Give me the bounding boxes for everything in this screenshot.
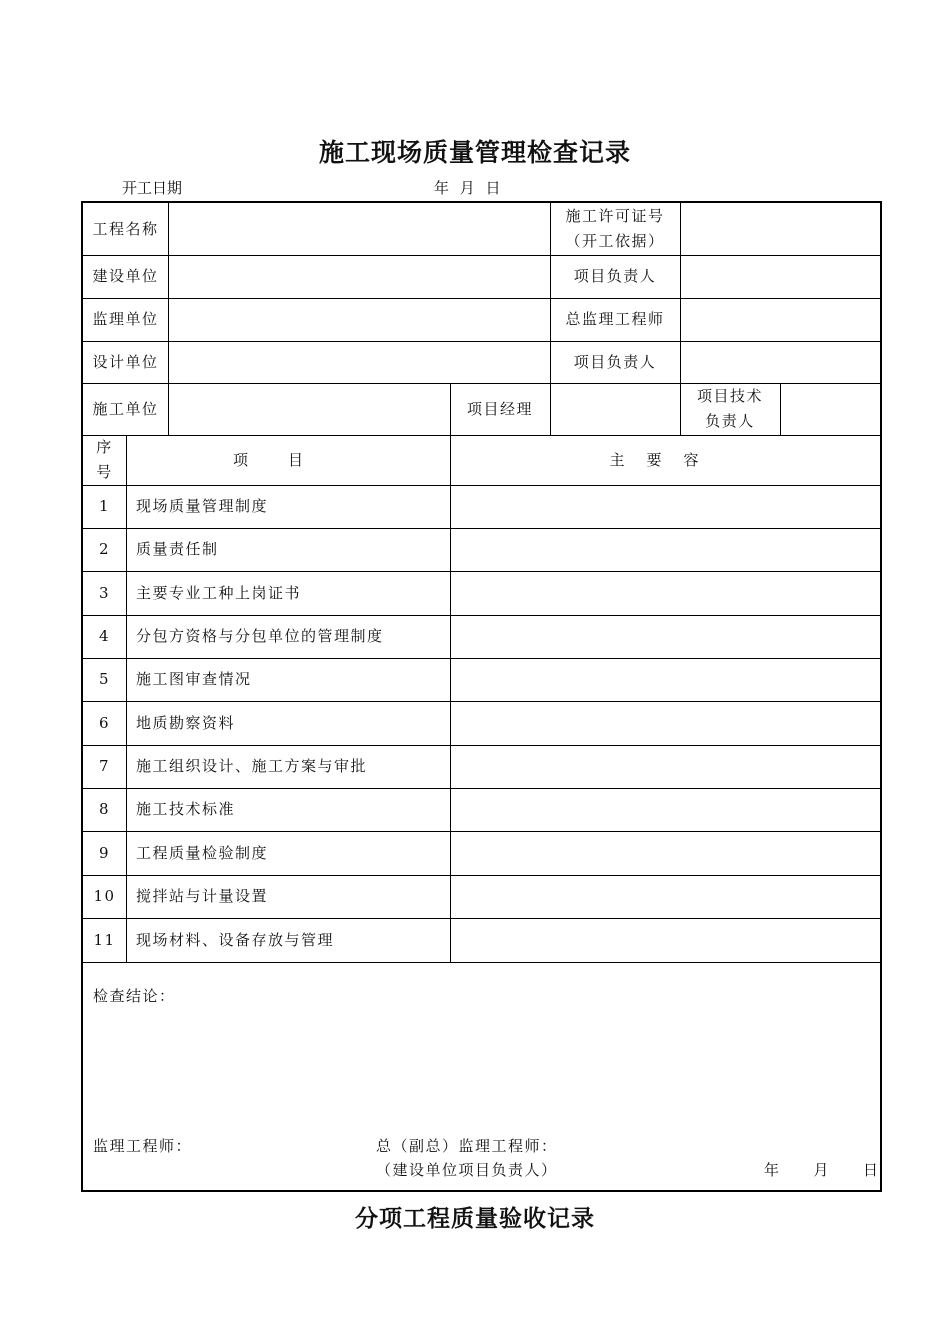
row-item: 施工图审查情况 — [136, 670, 252, 688]
row-no: 1 — [98, 497, 111, 515]
start-date-ymd: 年 月 日 — [434, 179, 504, 197]
chief-supervisor-label: 总监理工程师 — [565, 310, 665, 328]
next-section-title: 分项工程质量验收记录 — [355, 1205, 595, 1232]
row-no: 7 — [98, 757, 111, 775]
conclusion-date: 年 月 日 — [764, 1161, 880, 1179]
permit-label-line1: 施工许可证号 — [565, 207, 665, 225]
tech-lead-line1: 项目技术 — [696, 387, 763, 405]
owner-rep-label: （建设单位项目负责人） — [376, 1161, 558, 1179]
start-date-label: 开工日期 — [122, 179, 183, 197]
owner-manager-label: 项目负责人 — [573, 267, 657, 285]
permit-label-line2: （开工依据） — [565, 232, 665, 250]
chief-supervisor-signature-label: 总（副总）监理工程师： — [376, 1137, 558, 1155]
col-item-header: 项目 — [232, 450, 343, 469]
row-item: 主要专业工种上岗证书 — [136, 583, 302, 602]
design-manager-label: 项目负责人 — [573, 352, 657, 371]
row-no: 2 — [98, 540, 111, 558]
owner-unit-label: 建设单位 — [92, 267, 159, 285]
row-item: 分包方资格与分包单位的管理制度 — [136, 627, 384, 645]
supervision-unit-label: 监理单位 — [92, 310, 159, 328]
col-no-line2: 号 — [96, 463, 113, 481]
row-no: 10 — [93, 887, 116, 905]
row-no: 11 — [93, 930, 116, 949]
col-content-header: 主要容 — [609, 450, 721, 469]
tech-lead-label — [680, 383, 780, 435]
row-no: 6 — [98, 713, 111, 732]
permit-label — [550, 203, 680, 255]
col-no-header — [83, 435, 126, 485]
page-title: 施工现场质量管理检查记录 — [318, 138, 631, 167]
conclusion-label: 检查结论： — [93, 987, 176, 1005]
row-no: 5 — [98, 670, 111, 688]
row-item: 地质勘察资料 — [136, 713, 236, 732]
design-unit-label: 设计单位 — [92, 352, 159, 371]
row-no: 9 — [98, 843, 111, 862]
row-no: 3 — [98, 583, 111, 602]
tech-lead-line2: 负责人 — [705, 412, 755, 430]
inspection-form — [81, 201, 882, 1192]
row-no: 8 — [98, 800, 111, 818]
project-manager-label: 项目经理 — [466, 399, 533, 418]
construction-unit-label: 施工单位 — [92, 399, 159, 418]
row-item: 现场质量管理制度 — [136, 497, 269, 515]
supervisor-signature-label: 监理工程师： — [93, 1137, 193, 1155]
row-item: 工程质量检验制度 — [136, 843, 269, 862]
row-item: 施工组织设计、施工方案与审批 — [136, 757, 368, 775]
row-no: 4 — [98, 627, 111, 645]
row-item: 质量责任制 — [136, 540, 219, 558]
project-name-label: 工程名称 — [92, 219, 159, 238]
row-item: 现场材料、设备存放与管理 — [136, 930, 335, 949]
row-item: 搅拌站与计量设置 — [136, 887, 269, 905]
row-item: 施工技术标准 — [136, 800, 236, 818]
col-no-line1: 序 — [96, 438, 113, 456]
